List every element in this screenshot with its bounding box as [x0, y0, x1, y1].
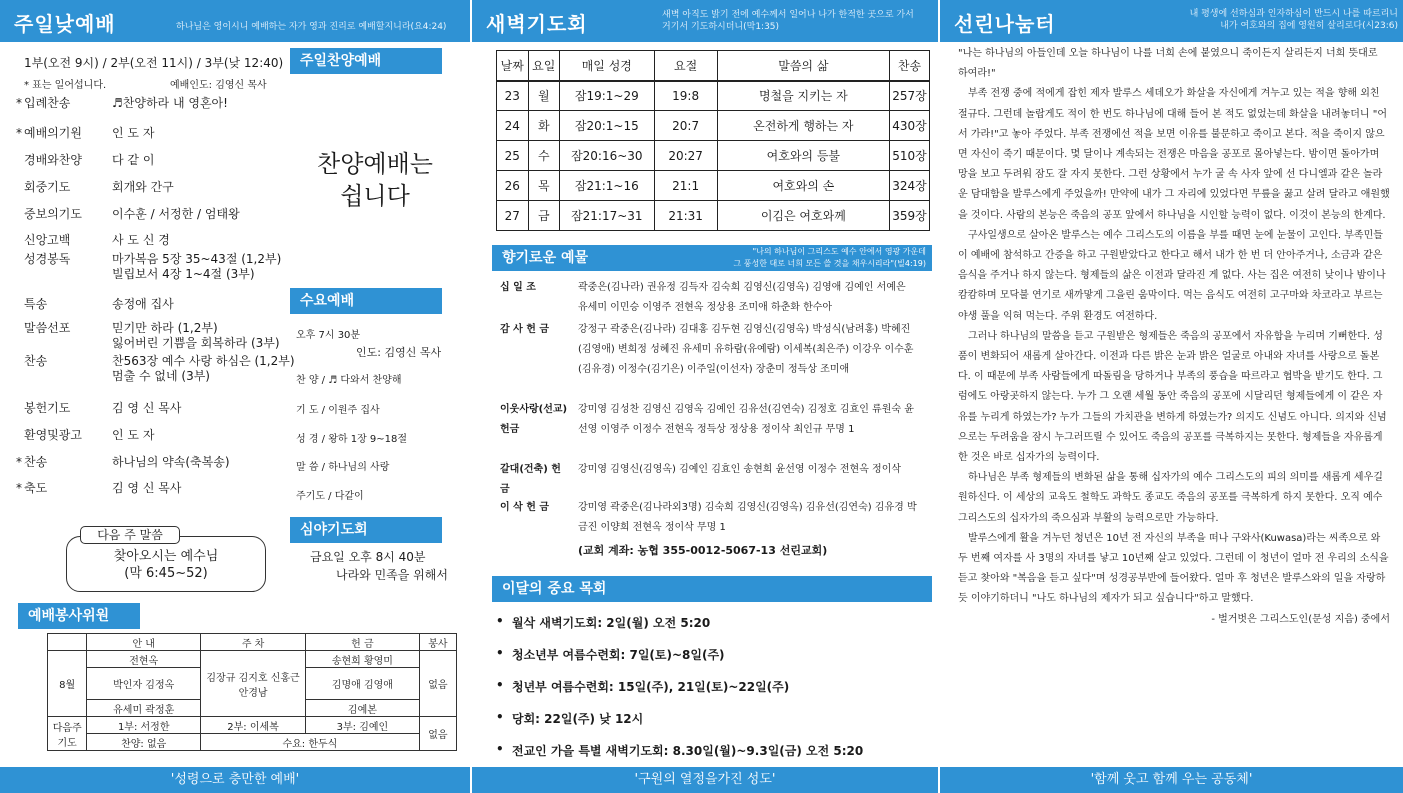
worship-order-key: 봉헌기도: [24, 401, 71, 415]
dawn-verse-1: 새벽 아직도 밝기 전에 예수께서 일어나 나가 한적한 곳으로 가서: [662, 10, 914, 20]
worship-order-value-line: 김 영 신 목사: [112, 401, 182, 415]
worship-order-value: [112, 401, 312, 416]
event-item: • 청년부 여름수련회: 15일(주), 21일(토)~22일(주): [512, 678, 789, 695]
story-paragraph: 그러나 하나님의 말씀을 듣고 구원받은 형제들은 죽음의 공포에서 자유함을 누리며 기뻐한다. 성품이 변화되어 새롭게 살아간다. 이전과 다른 밝은 눈과 밝은 얼굴로 아내와 자녀를 사랑으로 돌본다. 이 때문에 부족 사람들에게 따돌림을 당하거나 부족의 풍습을 따르라고 협박을 받기도 한다. 그럼에도 아랑곳하지 않는다. 누가 그 오랜 세월 동안 죽음의 공포에 시달리던 형제들에게 이 같은 자유를 누리게 하였는가? 누가 그들의 가치관을 변하게 하였는가? 의지도 신념도 아니다. 의지와 신념으로는 두려움을 잠시 누그러뜨릴 수 있어도 죽음의 공포를 극복하지는 못한다. 형제들을 자유롭게 한 것은 바로 십자가의 능력이다.: [958, 330, 1387, 464]
worship-order-value: [112, 252, 312, 282]
worship-order-value-line: 멈출 수 없네 (3부): [112, 369, 210, 383]
svc-wednesday: 수요: 한두식: [201, 734, 420, 751]
event-item: • 당회: 22일(주) 낮 12시: [512, 710, 643, 727]
worship-times: 1부(오전 9시) / 2부(오전 11시) / 3부(낮 12:40): [24, 56, 284, 70]
offering-names: 강미영 김영신(김영옥) 김예인 김효인 송현희 윤선영 이정수 전현옥 정이삭: [578, 464, 902, 475]
dawn-row: [497, 111, 930, 141]
dawn-cell: 금: [528, 201, 560, 231]
svc-next-3: 3부: 김예인: [306, 717, 420, 734]
wed-time: 오후 7시 30분: [296, 330, 361, 341]
worship-order-value: [112, 455, 312, 470]
dawn-cell: 목: [528, 171, 560, 201]
offering-type: 십 일 조: [500, 282, 536, 293]
sharing-verse: [1168, 8, 1398, 32]
offering-names: 강미영 곽중은(김나라외3명) 김숙희 김영신(김영옥) 김유선(김연숙) 김유경 박금진 이양희 전현옥 정이삭 무명 1: [578, 502, 917, 533]
offering-names: 곽중은(김나라) 권유정 김득자 김숙희 김영신(김영옥) 김영애 김예인 서예은 유세미 이민승 이영주 전현옥 정상용 조미애 하춘화 한수아: [578, 282, 906, 313]
dawn-title: 새벽기도회: [486, 12, 588, 36]
worship-order-key: 중보의기도: [24, 207, 82, 221]
header-sunday-worship: [0, 0, 470, 42]
dawn-cell: 19:8: [654, 81, 717, 111]
worship-order-key: 말씀선포: [24, 321, 71, 335]
next-week-box: [66, 536, 266, 592]
offering-title: 향기로운 예물: [502, 250, 589, 266]
next-week-title: 찾아오시는 예수님: [113, 549, 219, 564]
worship-order-key: 축도: [24, 481, 48, 495]
worship-order-value-line: 다 같 이: [112, 153, 155, 167]
story-source: - 벌거벗은 그리스도인(문성 지음) 중에서: [1211, 613, 1390, 625]
story-paragraph: 하나님은 부족 형제들의 변화된 삶을 통해 십자가의 예수 그리스도의 피의 의미를 새롭게 세우길 원하신다. 이 세상의 교육도 철학도 과학도 종교도 죽음의 공포를 극복하게 하지 못한다. 오직 예수 그리스도의 십자가의 죽으심과 부활의 능력으로만 가능하다.: [958, 472, 1383, 524]
header-verse: 하나님은 영이시니 예배하는 자가 영과 진리로 예배할지니라(요4:24): [176, 22, 447, 32]
dawn-cell: 이김은 여호와께: [717, 201, 889, 231]
worship-order-key: 입례찬송: [24, 96, 71, 110]
worship-order-value-line: 하나님의 약속(축복송): [112, 455, 230, 469]
worship-order-key: 환영및광고: [24, 428, 82, 442]
worship-order-value-line: 회개와 간구: [112, 180, 174, 194]
dawn-row: [497, 141, 930, 171]
sharing-verse-2: 내가 여호와의 집에 영원히 살리로다(시23:6): [1220, 21, 1398, 31]
svc-head-offering: 헌 금: [306, 634, 420, 651]
worship-order-value: [112, 153, 312, 168]
dawn-cell: 359장: [890, 201, 930, 231]
dawn-cell: 수: [528, 141, 560, 171]
worship-order-value: [112, 207, 312, 222]
dawn-cell: 24: [497, 111, 529, 141]
svc-offering-2: 김명애 김영애: [306, 668, 420, 700]
svc-offering-3: 김예본: [306, 700, 420, 717]
wed-sermon: 말 씀 / 하나님의 사랑: [296, 462, 390, 473]
column-sunday-worship: [0, 0, 470, 793]
worship-order-value: [112, 126, 312, 141]
dawn-cell: 23: [497, 81, 529, 111]
worship-order-value-line: 빌립보서 4장 1~4절 (3부): [112, 267, 255, 281]
worship-order-value: [112, 354, 312, 384]
dawn-head-cell: 요일: [528, 51, 560, 81]
svc-serve: 없음: [419, 651, 456, 717]
worship-order-value-line: 인 도 자: [112, 428, 155, 442]
svc-head-serve: 봉사: [419, 634, 456, 651]
svc-praise: 찬양: 없음: [87, 734, 201, 751]
section-events: 이달의 중요 목회: [492, 576, 932, 602]
svc-guide-3: 유세미 곽정훈: [87, 700, 201, 717]
dawn-cell: 20:7: [654, 111, 717, 141]
worship-order-value-line: 믿기만 하라 (1,2부): [112, 321, 218, 335]
next-week-ref: (막 6:45~52): [124, 566, 208, 581]
offering-type: 이웃사랑(선교) 헌금: [500, 404, 568, 435]
offering-type: 이 삭 헌 금: [500, 502, 550, 513]
dawn-cell: 월: [528, 81, 560, 111]
sharing-verse-1: 내 평생에 선하심과 인자하심이 반드시 나를 따르리니: [1189, 9, 1398, 19]
section-praise-worship: 주일찬양예배: [290, 48, 442, 74]
svc-offering-1: 송현희 황영미: [306, 651, 420, 668]
dawn-head-cell: 날짜: [497, 51, 529, 81]
footer-col3: '함께 웃고 함께 우는 공동체': [940, 767, 1403, 793]
offering-verse-2: 그 풍성한 대로 너희 모든 쓸 것을 채우시리라"(빌4:19): [733, 259, 926, 268]
dawn-head-cell: 찬송: [890, 51, 930, 81]
standing-mark: *: [16, 455, 22, 469]
svc-serve-next: 없음: [419, 717, 456, 751]
svc-guide-2: 박인자 김정옥: [87, 668, 201, 700]
offering-names: 강미영 김성찬 김영신 김영옥 김예인 김유선(김연숙) 김정호 김효인 류원숙 윤선영 이영주 이정수 전현옥 정득상 정상용 정이삭 최인규 무명 1: [578, 404, 914, 435]
svc-head-parking: 주 차: [201, 634, 306, 651]
worship-order-key: 찬송: [24, 455, 48, 469]
bank-account: (교회 계좌: 농협 355-0012-5067-13 선린교회): [578, 544, 828, 557]
worship-order-key: 예배의기원: [24, 126, 82, 140]
standing-note: * 표는 일어섭니다.: [24, 80, 107, 91]
dawn-cell: 25: [497, 141, 529, 171]
wed-scripture: 성 경 / 왕하 1장 9~18절: [296, 434, 408, 445]
offering-type: 감 사 헌 금: [500, 324, 550, 335]
dawn-cell: 잠21:1~16: [560, 171, 655, 201]
event-item: • 전교인 가을 특별 새벽기도회: 8.30일(월)~9.3일(금) 오전 5:20: [512, 742, 863, 759]
worship-order-key: 경배와찬양: [24, 153, 82, 167]
svc-head-guide: 안 내: [87, 634, 201, 651]
dawn-head-cell: 매일 성경: [560, 51, 655, 81]
standing-mark: *: [16, 481, 22, 495]
dawn-cell: 21:31: [654, 201, 717, 231]
page-title: 주일낮예배: [14, 12, 116, 36]
worship-order-value-line: 잃어버린 기쁨을 회복하라 (3부): [112, 336, 280, 350]
worship-order-key: 회중기도: [24, 180, 71, 194]
section-wednesday: 수요예배: [290, 288, 442, 314]
offering-names: 강정구 곽중은(김나라) 김대홍 김두현 김영신(김영옥) 박성식(남려홍) 박혜진(김영애) 변희정 성혜진 유세미 유하람(유예람) 이세복(최은주) 이강우 이수훈(김유경) 이정수(김기은) 이주일(이선자) 장춘미 정득상 조미애: [578, 324, 914, 375]
dawn-cell: 510장: [890, 141, 930, 171]
dawn-row: [497, 81, 930, 111]
svc-next-week: 다음주 기도: [48, 717, 87, 751]
standing-mark: *: [16, 96, 22, 110]
section-night-prayer: 심야기도회: [290, 517, 442, 543]
worship-order-key: 특송: [24, 297, 48, 311]
dawn-cell: 명철을 지키는 자: [717, 81, 889, 111]
story-text: [958, 44, 1390, 630]
dawn-cell: 잠21:17~31: [560, 201, 655, 231]
dawn-cell: 잠19:1~29: [560, 81, 655, 111]
event-item: • 청소년부 여름수련회: 7일(토)~8일(주): [512, 646, 725, 663]
story-paragraph: 구사일생으로 살아온 발루스는 예수 그리스도의 이름을 부를 때면 눈에 눈물이 고인다. 부족민들이 예배에 참석하고 간증을 하고 구원받았다고 한다고 해서 내가 한 번 더 안아주거나, 소금과 같은 음식을 주거나 하지 않는다. 형제들의 삶은 이전과 달라진 게 없다. 사는 집은 여전히 낮이나 밤이나 캄캄하며 모닥불 연기로 새까맣게 그을린 움막이다. 먹는 음식도 여전히 고구마와 차코라고 부르는 야생 풀을 익혀 먹는다. 주위 환경도 여전하다.: [958, 229, 1386, 322]
dawn-table: [496, 50, 930, 231]
praise-line-1: 찬양예배는: [317, 150, 433, 178]
worship-order-value-line: 찬563장 예수 사랑 하심은 (1,2부): [112, 354, 295, 368]
worship-order-key: 찬송: [24, 354, 48, 368]
dawn-cell: 온전하게 행하는 자: [717, 111, 889, 141]
service-table: [47, 633, 457, 751]
worship-order-value: [112, 428, 312, 443]
worship-order-value-line: ♬찬양하라 내 영혼아!: [112, 96, 228, 110]
sharing-title: 선린나눔터: [954, 12, 1056, 36]
footer-col2: '구원의 열정을가진 성도': [472, 767, 938, 793]
standing-mark: *: [16, 126, 22, 140]
wed-prayer: 기 도 / 이원주 집사: [296, 405, 380, 416]
footer-col1: '성령으로 충만한 예배': [0, 767, 470, 793]
offering-verse-1: "나의 하나님이 그리스도 예수 안에서 영광 가운데: [752, 247, 926, 256]
worship-order-value: [112, 321, 312, 351]
event-item: • 월삭 새벽기도회: 2일(월) 오전 5:20: [512, 614, 710, 631]
dawn-cell: 화: [528, 111, 560, 141]
praise-notice: [290, 148, 460, 212]
svc-corner: [48, 634, 87, 651]
night-desc: 나라와 민족을 위해서: [336, 568, 448, 582]
dawn-cell: 잠20:16~30: [560, 141, 655, 171]
next-week-label: 다음 주 말씀: [80, 526, 180, 544]
svc-next-1: 1부: 서정한: [87, 717, 201, 734]
worship-leader: 예배인도: 김영신 목사: [170, 80, 267, 91]
worship-order-value-line: 인 도 자: [112, 126, 155, 140]
offering-verse: [672, 246, 926, 270]
worship-order-value: [112, 233, 312, 248]
worship-order-value-line: 마가복음 5장 35~43절 (1,2부): [112, 252, 282, 266]
wed-lords-prayer: 주기도 / 다같이: [296, 491, 364, 502]
worship-order-value: [112, 96, 312, 111]
story-paragraph: 발루스에게 활을 겨누던 청년은 10년 전 자신의 부족을 떠나 구와사(Kuwasa)라는 씨족으로 와 두 번째 여자를 사 3명의 자녀를 낳고 10년째 살고 있었다. 그런데 이 청년이 얼마 전 우리의 소식을 듣고 찾아와 "복음을 듣고 싶다"며 성경공부반에 들어왔다. 얼마 후 청년은 발루스와의 일을 자랑하듯 이야기하더니 "나도 하나님의 제자가 되고 싶습니다"하고 말했다.: [958, 532, 1389, 605]
column-dawn-prayer: [472, 0, 938, 793]
story-paragraph: 부족 전쟁 중에 적에게 잡힌 제자 발루스 세데오가 화살을 자신에게 겨누고 있는 적을 향해 외친 절규다. 그런데 놀랍게도 적이 한 번도 하나님에 대해 들어 본 적도 없었는데 화살을 내려놓더니 "어서 가라!"고 놓아 주었다. 부족 전쟁에선 적을 보면 이유를 불문하고 죽이고 본다. 적을 죽이지 않으면 자신이 죽기 때문이다. 몇 달이나 계속되는 전쟁은 마음을 공포로 몰아넣는다. 밤이면 돌아가며 망을 보고 두려워 잠도 잘 자지 못한다. 그런 상황에서 누가 굴 속 사자 앞에 선 다니엘과 같은 놀라운 담대함을 발루스에게 주었을까! 만약에 내가 그 자리에 있었다면 무릎을 꿇고 살려 달라고 애원했을 것이다. 사람의 본능은 죽음의 공포 앞에서 하나님을 시인할 능력이 없다. 이것이 본능의 한계다.: [958, 88, 1390, 221]
svc-guide-1: 전현옥: [87, 651, 201, 668]
dawn-cell: 27: [497, 201, 529, 231]
worship-order-value: [112, 180, 312, 195]
dawn-cell: 잠20:1~15: [560, 111, 655, 141]
column-sharing: [940, 0, 1403, 793]
dawn-head-cell: 말씀의 삶: [717, 51, 889, 81]
worship-order-value-line: 이수훈 / 서정한 / 엄태왕: [112, 207, 240, 221]
svc-next-2: 2부: 이세복: [201, 717, 306, 734]
story-paragraph: "나는 하나님의 아들인데 오늘 하나님이 나를 너희 손에 붙였으니 죽이든지 살리든지 너희 뜻대로 하여라!": [958, 48, 1378, 80]
night-time: 금요일 오후 8시 40분: [310, 550, 426, 564]
dawn-verse-2: 거기서 기도하시더니(막1:35): [662, 22, 780, 32]
dawn-cell: 26: [497, 171, 529, 201]
dawn-cell: 430장: [890, 111, 930, 141]
dawn-cell: 324장: [890, 171, 930, 201]
dawn-cell: 20:27: [654, 141, 717, 171]
dawn-head-cell: 요절: [654, 51, 717, 81]
header-sharing: [940, 0, 1403, 42]
worship-order-key: 신앙고백: [24, 233, 71, 247]
dawn-cell: 여호와의 등불: [717, 141, 889, 171]
dawn-cell: 여호와의 손: [717, 171, 889, 201]
worship-order-value: [112, 297, 312, 312]
worship-order-value-line: 송정애 집사: [112, 297, 174, 311]
offering-type: 갈대(건축) 헌금: [500, 464, 561, 495]
dawn-verse: [662, 9, 932, 33]
svc-month: 8월: [48, 651, 87, 717]
dawn-cell: 257장: [890, 81, 930, 111]
header-dawn-prayer: [472, 0, 938, 42]
praise-line-2: 쉽니다: [340, 182, 410, 210]
svc-parking: 김장규 김지호 신홍근 안경남: [201, 651, 306, 717]
dawn-row: [497, 171, 930, 201]
section-service-committee: 예배봉사위원: [18, 603, 140, 629]
worship-order-value-line: 김 영 신 목사: [112, 481, 182, 495]
wed-leader: 인도: 김영신 목사: [356, 346, 442, 359]
worship-order-value-line: 사 도 신 경: [112, 233, 170, 247]
dawn-row: [497, 201, 930, 231]
worship-order-value: [112, 481, 312, 496]
dawn-cell: 21:1: [654, 171, 717, 201]
worship-order-key: 성경봉독: [24, 252, 71, 266]
wed-praise: 찬 양 / ♬ 다와서 찬양해: [296, 375, 402, 386]
